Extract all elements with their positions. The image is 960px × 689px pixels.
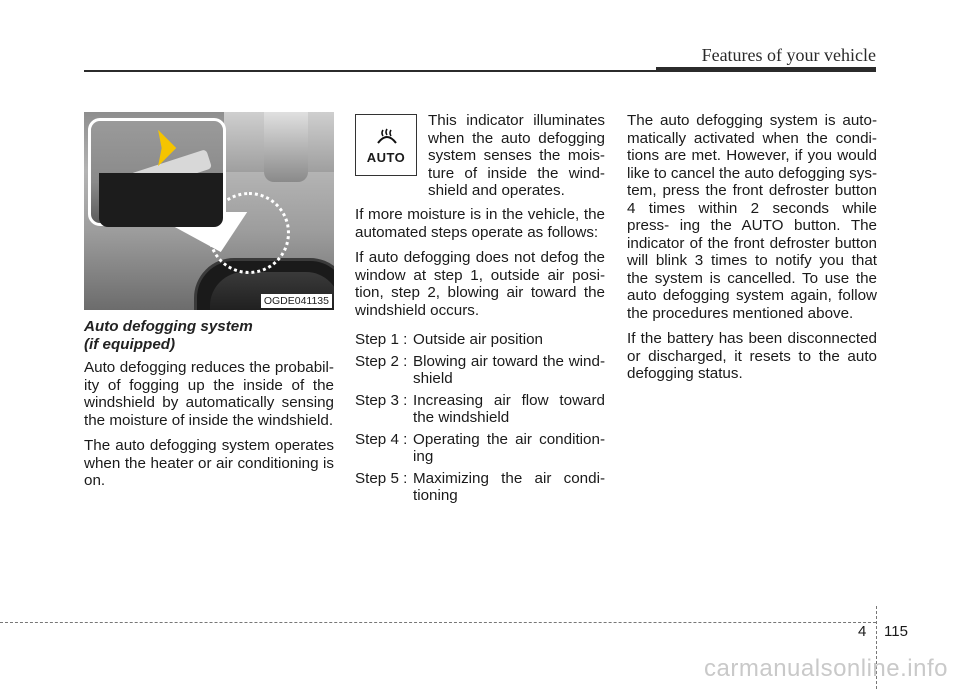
steps-list: [355, 331, 605, 505]
mirror-sensor-photo: [84, 112, 334, 310]
auto-indicator-box: [355, 114, 417, 176]
step-item: Step 1 : Outside air position: [355, 331, 544, 348]
watermark: carmanualsonline.info: [704, 655, 948, 682]
paragraph: The auto defogging system is auto- matically activated when the condi- tions are met. However, if you would like to cancel the auto defogging sys- tem, press the front defroster button 4 times within 2 seconds while press- ing the AUTO button. The indicator of the front defroster button will blink 3 times to notify you that the system is cancelled. To use the auto defogging system again, follow the procedures mentioned above.: [627, 112, 877, 322]
paragraph: The auto defogging system operates when the heater or air conditioning is on.: [84, 437, 334, 489]
right-column: [627, 112, 877, 391]
left-column: [84, 112, 334, 498]
page-header-title: Features of your vehicle: [701, 45, 876, 65]
auto-indicator: [355, 112, 605, 199]
paragraph: Auto defogging reduces the probabil- ity of fogging up the inside of the windshield by automatically sensing the moisture of inside the windshield.: [84, 359, 334, 429]
paragraph: If auto defogging does not defog the window at step 1, outside air posi- tion, step 2, blowing air toward the windshield occurs.: [355, 249, 605, 319]
paragraph: If more moisture is in the vehicle, the automated steps operate as follows:: [355, 206, 605, 241]
page-number: 115: [884, 623, 908, 640]
image-code: OGDE041135: [261, 294, 332, 308]
step-item: Step 4 : Operating the air condition- ing: [355, 430, 605, 465]
auto-label: AUTO: [366, 150, 406, 165]
section-title: Auto defogging system (if equipped): [84, 318, 253, 353]
step-item: Step 5 : Maximizing the air condi- tioning: [355, 469, 605, 504]
footer-rule: [0, 622, 876, 623]
paragraph: If the battery has been disconnected or discharged, it resets to the auto defogging status.: [627, 330, 877, 382]
defrost-icon: [375, 127, 399, 147]
header-rule-accent: [656, 67, 876, 72]
step-item: Step 2 : Blowing air toward the wind- shield: [355, 352, 605, 387]
middle-column: [355, 112, 605, 509]
step-item: Step 3 : Increasing air flow toward the windshield: [355, 391, 605, 426]
sensor-closeup-inset: [88, 118, 226, 226]
chapter-number: 4: [858, 623, 867, 640]
indicator-description: This indicator illuminates when the auto defogging system senses the mois- ture of inside the wind- shield and operates.: [428, 112, 605, 199]
